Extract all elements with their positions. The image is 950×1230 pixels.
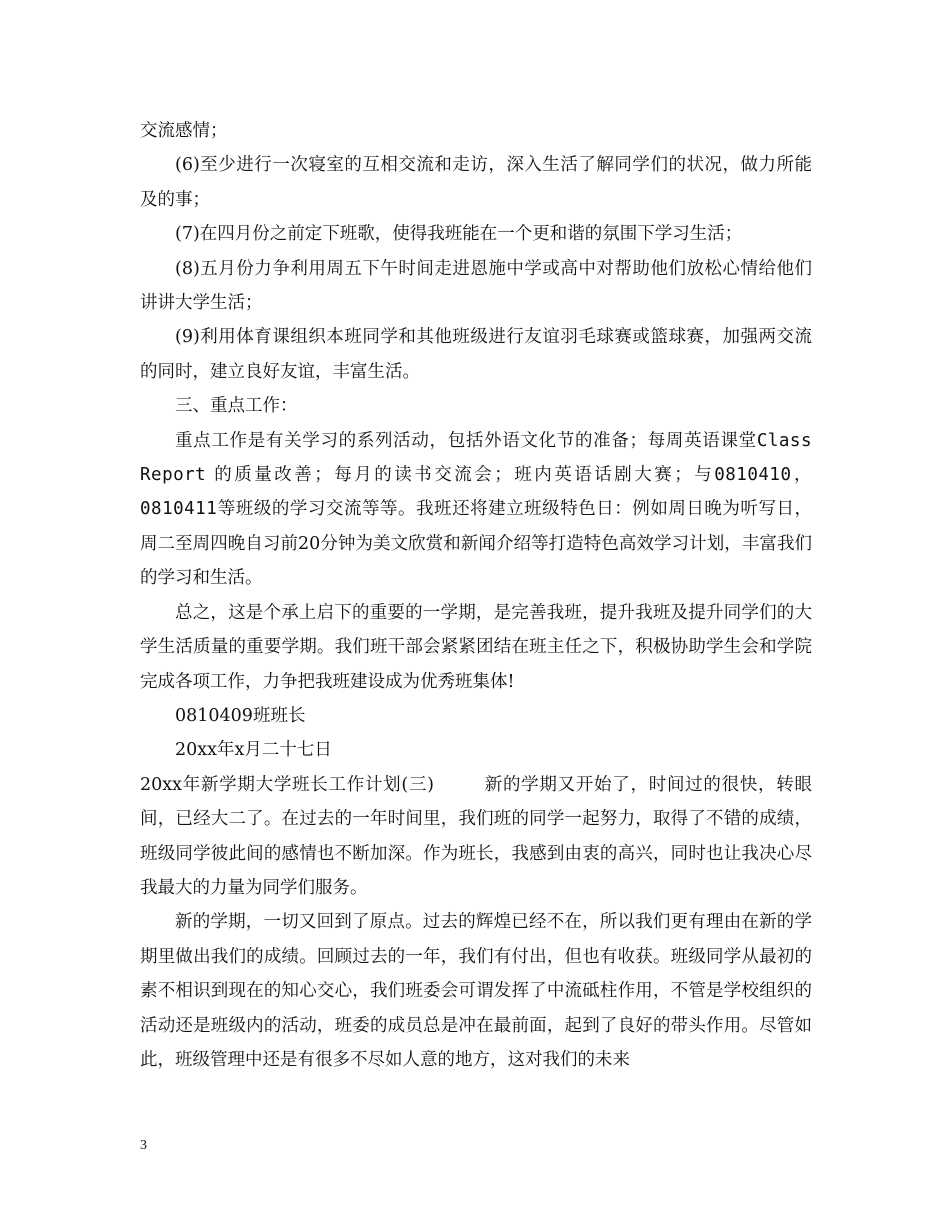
class-numbers: 0810410，0810411 [140,465,812,520]
plan-three-title: 20xx年新学期大学班长工作计划(三) [140,774,434,795]
class-report-term: Class Report [140,430,812,486]
list-item-6: (6)至少进行一次寝室的互相交流和走访，深入生活了解同学们的状况，做力所能及的事； [140,155,812,210]
page-number: 3 [140,1138,147,1153]
key-work-text-a: 重点工作是有关学习的系列活动，包括外语文化节的准备；每周英语课堂 [175,430,757,451]
list-item-9: (9)利用体育课组织本班同学和其他班级进行友谊羽毛球赛或篮球赛，加强两交流的同时，建立良好友谊，丰富生活。 [140,327,812,382]
key-work-text-e: 等班级的学习交流等等。我班还将建立班级特色日：例如周日晚为听写日，周二至周四晚自习前20分钟为美文欣赏和新闻介绍等打造特色高效学习计划，丰富我们的学习和生活。 [140,499,812,589]
list-item-8: (8)五月份力争利用周五下午时间走进恩施中学或高中对帮助他们放松心情给他们讲讲大学生活； [140,258,812,314]
paragraph-plan-three [140,768,812,906]
plan-three-intro: 新的学期又开始了，时间过的很快，转眼间，已经大二了。在过去的一年时间里，我们班的同学一起努力，取得了不错的成绩，班级同学彼此间的感情也不断加深。作为班长，我感到由衷的高兴，同时也让我决心尽我最大的力量为同学们服务。 [140,774,812,898]
paragraph-continuation: 交流感情； [140,121,228,141]
key-work-text-c: 的质量改善；每月的读书交流会；班内英语话剧大赛；与 [214,465,715,486]
paragraph-summary: 总之，这是个承上启下的重要的一学期，是完善我班，提升我班及提升同学们的大学生活质量的重要学期。我们班干部会紧紧团结在班主任之下，积极协助学生会和学院完成各项工作，力争把我班建设成为优秀班集体! [140,602,812,692]
paragraph-key-work [140,424,812,596]
signature-line: 0810409班班长 [175,705,306,726]
list-item-7: (7)在四月份之前定下班歌，使得我班能在一个更和谐的氛围下学习生活； [175,224,743,245]
section-heading-key-work: 三、重点工作： [175,396,298,417]
date-line: 20xx年x月二十七日 [175,740,332,761]
paragraph-new-semester: 新的学期，一切又回到了原点。过去的辉煌已经不在，所以我们更有理由在新的学期里做出我们的成绩。回顾过去的一年，我们有付出，但也有收获。班级同学从最初的素不相识到现在的知心交心，我们班委会可谓发挥了中流砥柱作用，不管是学校组织的活动还是班级内的活动，班委的成员总是冲在最前面，起到了良好的带头作用。尽管如此，班级管理中还是有很多不尽如人意的地方，这对我们的未来 [140,912,812,1070]
document-body [140,114,812,1077]
